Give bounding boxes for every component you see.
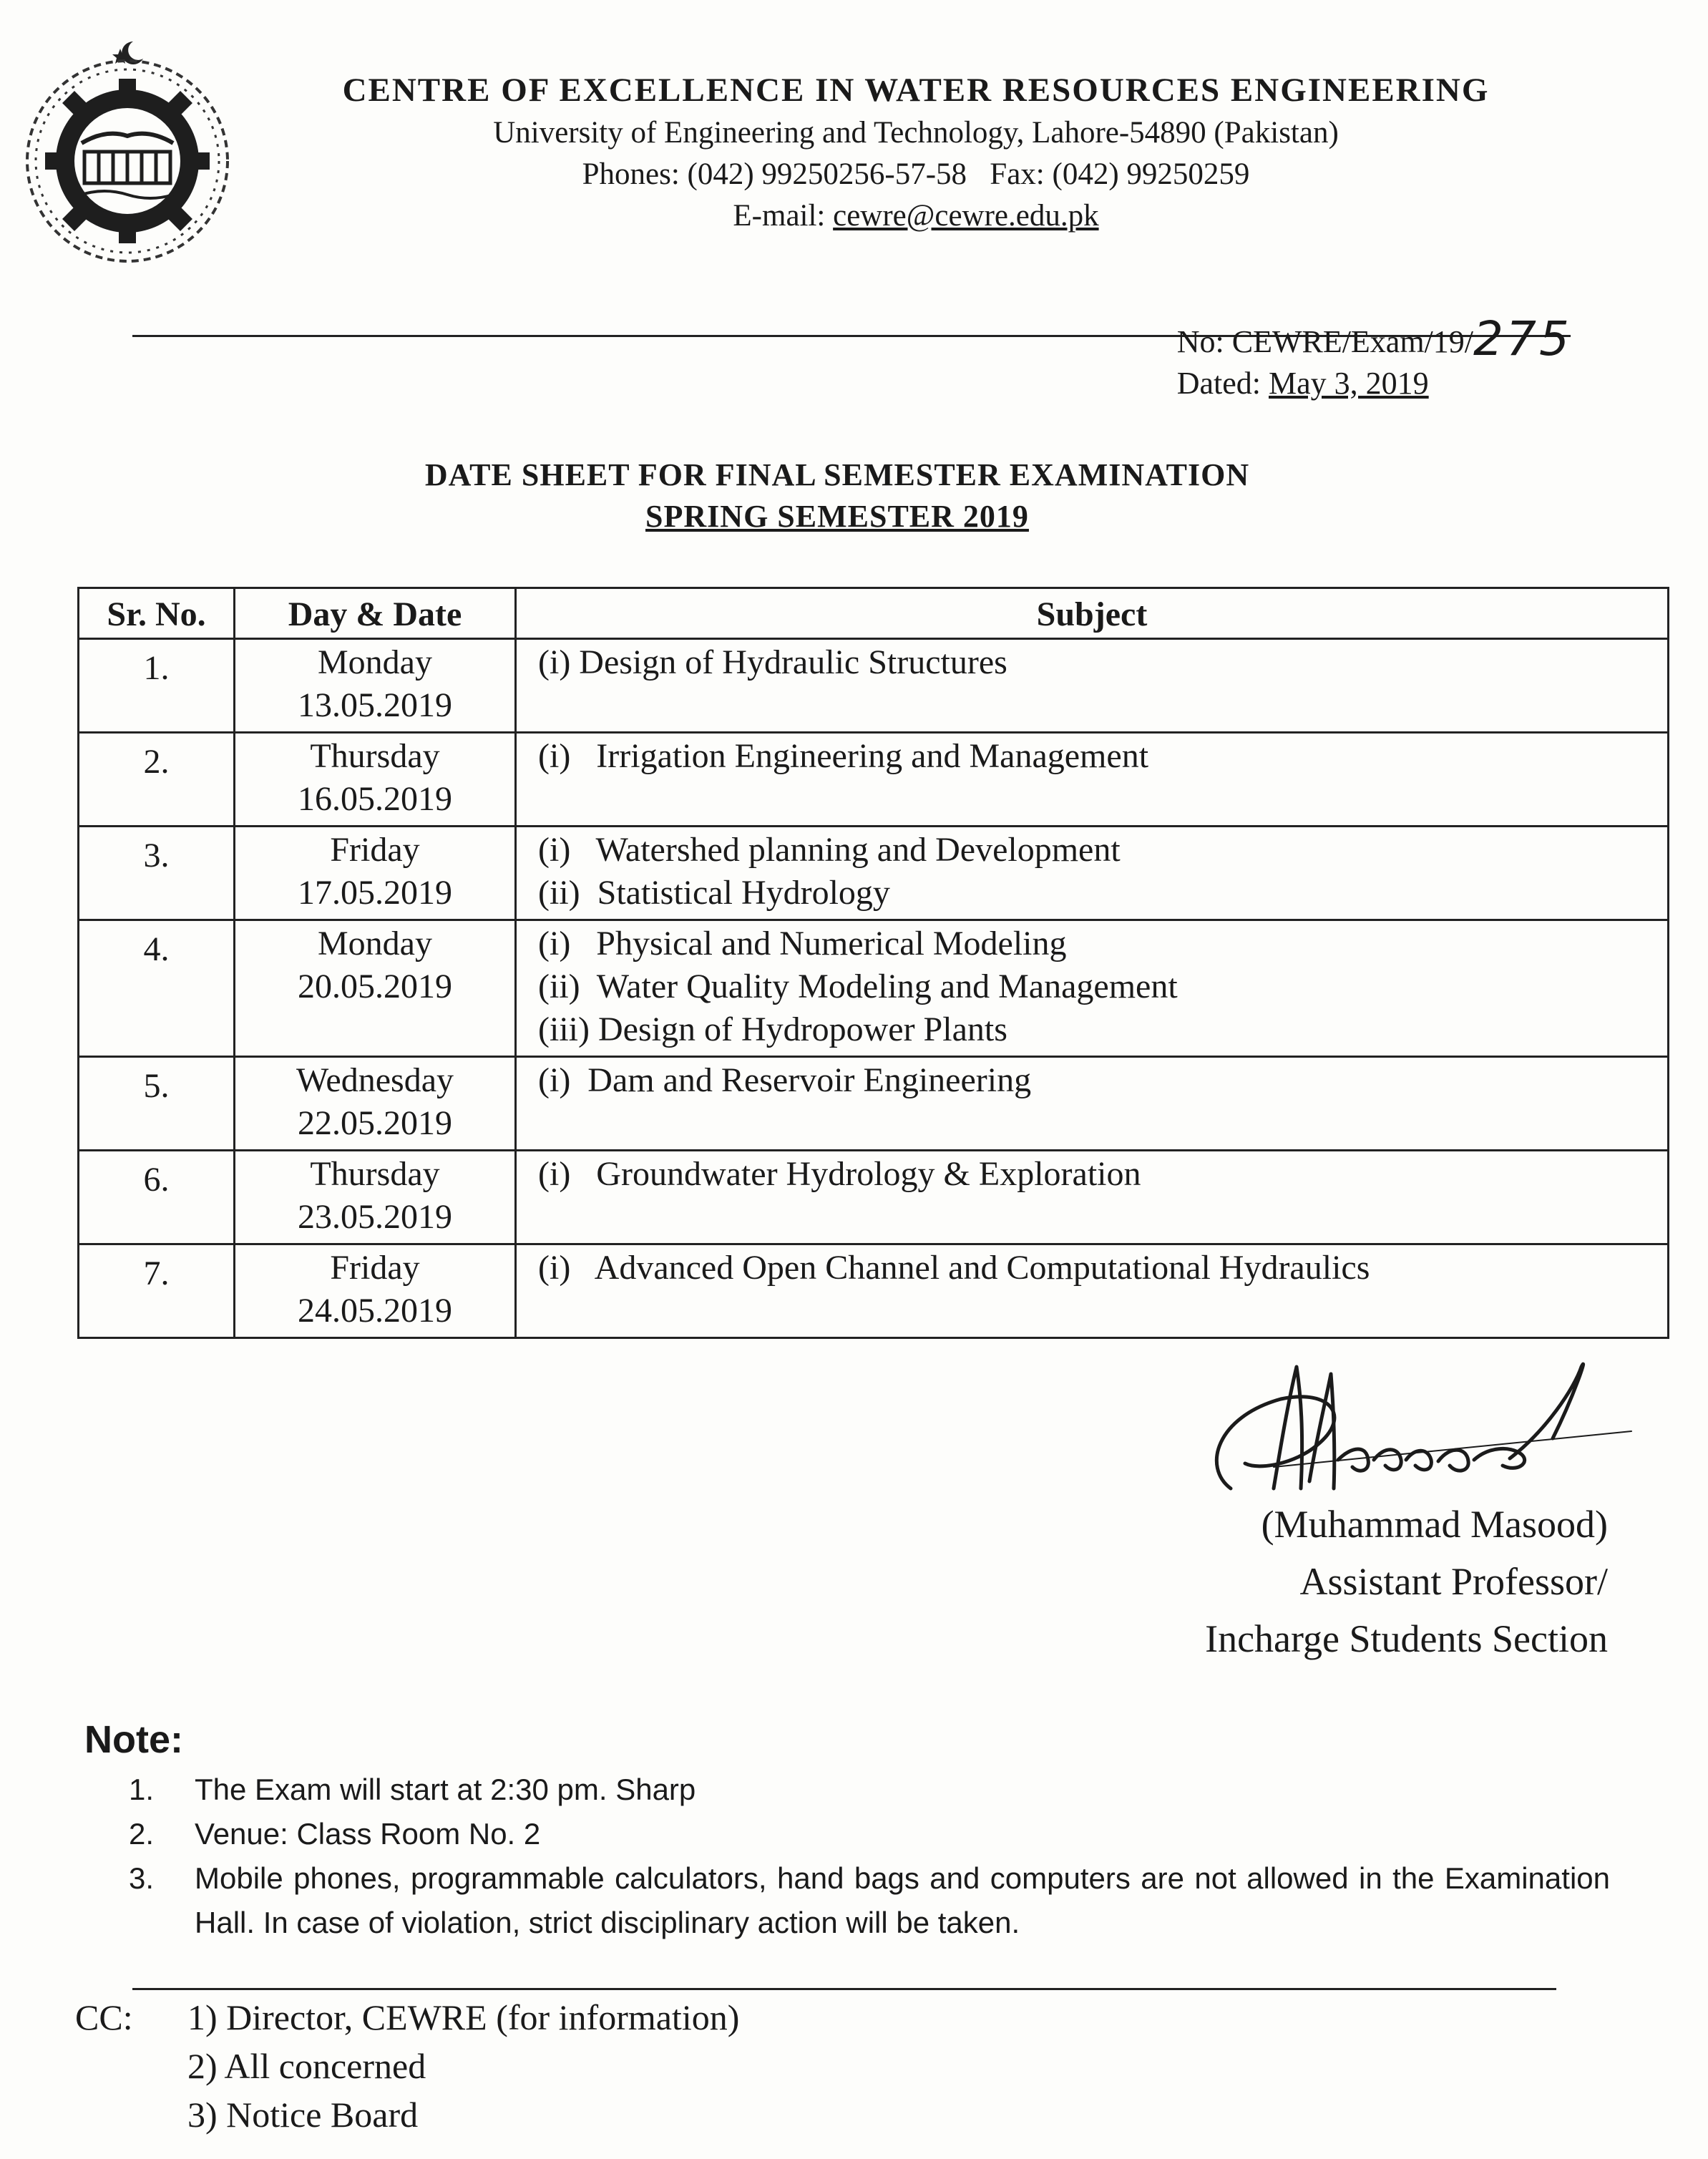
note-text: The Exam will start at 2:30 pm. Sharp [195, 1773, 696, 1806]
reference-number [1176, 311, 1572, 366]
subject-name: (ii) Statistical Hydrology [538, 874, 890, 912]
serial-number-cell: 6. [79, 1151, 235, 1244]
cc-item: 3) Notice Board [187, 2095, 419, 2135]
institution-name: CENTRE OF EXCELLENCE IN WATER RESOURCES ENGINEERING [342, 72, 1490, 109]
university-address: University of Engineering and Technology, Lahore-54890 (Pakistan) [493, 116, 1339, 150]
dated-line [1177, 363, 1572, 404]
letterhead [272, 68, 1560, 237]
serial-number-cell: 3. [79, 827, 235, 920]
cc-item: 1) Director, CEWRE (for information) [187, 1997, 740, 2037]
note-number: 3. [129, 1861, 155, 1895]
exam-day: Thursday [310, 1155, 440, 1193]
note-heading: Note: [84, 1718, 183, 1761]
subject-name: (i) Watershed planning and Development [538, 831, 1121, 869]
day-date-cell [235, 1057, 516, 1151]
header-sr-no: Sr. No. [79, 588, 235, 639]
title-sub: SPRING SEMESTER 2019 [645, 499, 1029, 534]
exam-date: 23.05.2019 [298, 1198, 452, 1236]
reference-label: No: CEWRE/Exam/19/ [1176, 324, 1474, 359]
day-date-cell [235, 733, 516, 827]
email-label: E-mail: [733, 199, 834, 233]
subject-name: (ii) Water Quality Modeling and Management [538, 968, 1178, 1005]
header-day-date: Day & Date [235, 588, 516, 639]
serial-number-cell: 1. [79, 639, 235, 733]
signatory-section: Incharge Students Section [1205, 1617, 1608, 1660]
exam-date: 24.05.2019 [298, 1292, 452, 1330]
note-item [129, 1856, 1610, 1945]
note-text: Venue: Class Room No. 2 [195, 1817, 541, 1851]
table-row [79, 1057, 1669, 1151]
day-date-cell [235, 639, 516, 733]
signatory-block [1205, 1496, 1608, 1667]
exam-date: 20.05.2019 [298, 968, 452, 1005]
footer-divider [132, 1988, 1556, 1990]
table-row [79, 639, 1669, 733]
cc-list [187, 1993, 739, 2139]
serial-number-cell: 7. [79, 1244, 235, 1338]
exam-date: 13.05.2019 [298, 686, 452, 724]
serial-number-cell: 5. [79, 1057, 235, 1151]
handwritten-signature [1173, 1324, 1639, 1524]
email-line [272, 195, 1560, 237]
phone-fax: Phones: (042) 99250256-57-58 Fax: (042) 99250259 [582, 157, 1250, 191]
exam-day: Friday [330, 831, 420, 869]
subject-cell [516, 733, 1669, 827]
exam-date: 17.05.2019 [298, 874, 452, 912]
table-row [79, 827, 1669, 920]
subject-cell [516, 639, 1669, 733]
cc-label: CC: [75, 1997, 133, 2037]
note-number: 1. [129, 1773, 155, 1806]
note-item [129, 1768, 1610, 1812]
document-title [301, 454, 1374, 537]
day-date-cell [235, 1151, 516, 1244]
subject-name: (i) Physical and Numerical Modeling [538, 925, 1067, 962]
subject-name: (i) Advanced Open Channel and Computational Hydraulics [538, 1249, 1370, 1287]
title-main: DATE SHEET FOR FINAL SEMESTER EXAMINATION [424, 457, 1250, 492]
subject-name: (iii) Design of Hydropower Plants [538, 1010, 1007, 1048]
exam-date: 22.05.2019 [298, 1104, 452, 1142]
table-body [79, 639, 1669, 1338]
serial-number-cell: 4. [79, 920, 235, 1057]
table-header-row [79, 588, 1669, 639]
exam-date: 16.05.2019 [298, 780, 452, 818]
subject-cell [516, 827, 1669, 920]
note-text: Mobile phones, programmable calculators, hand bags and computers are not allowed in the Examination Hall. In case of violation, strict disciplinary action will be taken. [195, 1861, 1610, 1939]
serial-number-cell: 2. [79, 733, 235, 827]
exam-day: Wednesday [296, 1061, 454, 1099]
cc-item: 2) All concerned [187, 2046, 426, 2086]
table-row [79, 920, 1669, 1057]
subject-name: (i) Groundwater Hydrology & Exploration [538, 1155, 1141, 1193]
table-row [79, 1151, 1669, 1244]
note-item [129, 1812, 1610, 1856]
subject-name: (i) Dam and Reservoir Engineering [538, 1061, 1032, 1099]
subject-cell [516, 1151, 1669, 1244]
university-seal-logo [13, 29, 242, 265]
day-date-cell [235, 827, 516, 920]
day-date-cell [235, 1244, 516, 1338]
day-date-cell [235, 920, 516, 1057]
handwritten-reference: 275 [1473, 311, 1572, 366]
table-row [79, 733, 1669, 827]
exam-day: Friday [330, 1249, 420, 1287]
subject-cell [516, 920, 1669, 1057]
signatory-designation: Assistant Professor/ [1299, 1560, 1608, 1603]
dated-value: May 3, 2019 [1269, 366, 1429, 401]
note-number: 2. [129, 1817, 155, 1851]
exam-schedule-table [77, 587, 1669, 1339]
email-address: cewre@cewre.edu.pk [833, 199, 1099, 233]
signatory-name: (Muhammad Masood) [1261, 1503, 1608, 1546]
exam-day: Thursday [310, 737, 440, 775]
reference-block [1176, 311, 1572, 404]
exam-day: Monday [318, 643, 432, 681]
header-subject: Subject [516, 588, 1669, 639]
subject-name: (i) Design of Hydraulic Structures [538, 643, 1007, 681]
subject-cell [516, 1057, 1669, 1151]
exam-day: Monday [318, 925, 432, 962]
subject-name: (i) Irrigation Engineering and Management [538, 737, 1149, 775]
dated-label: Dated: [1176, 366, 1269, 401]
notes-list [129, 1768, 1610, 1945]
